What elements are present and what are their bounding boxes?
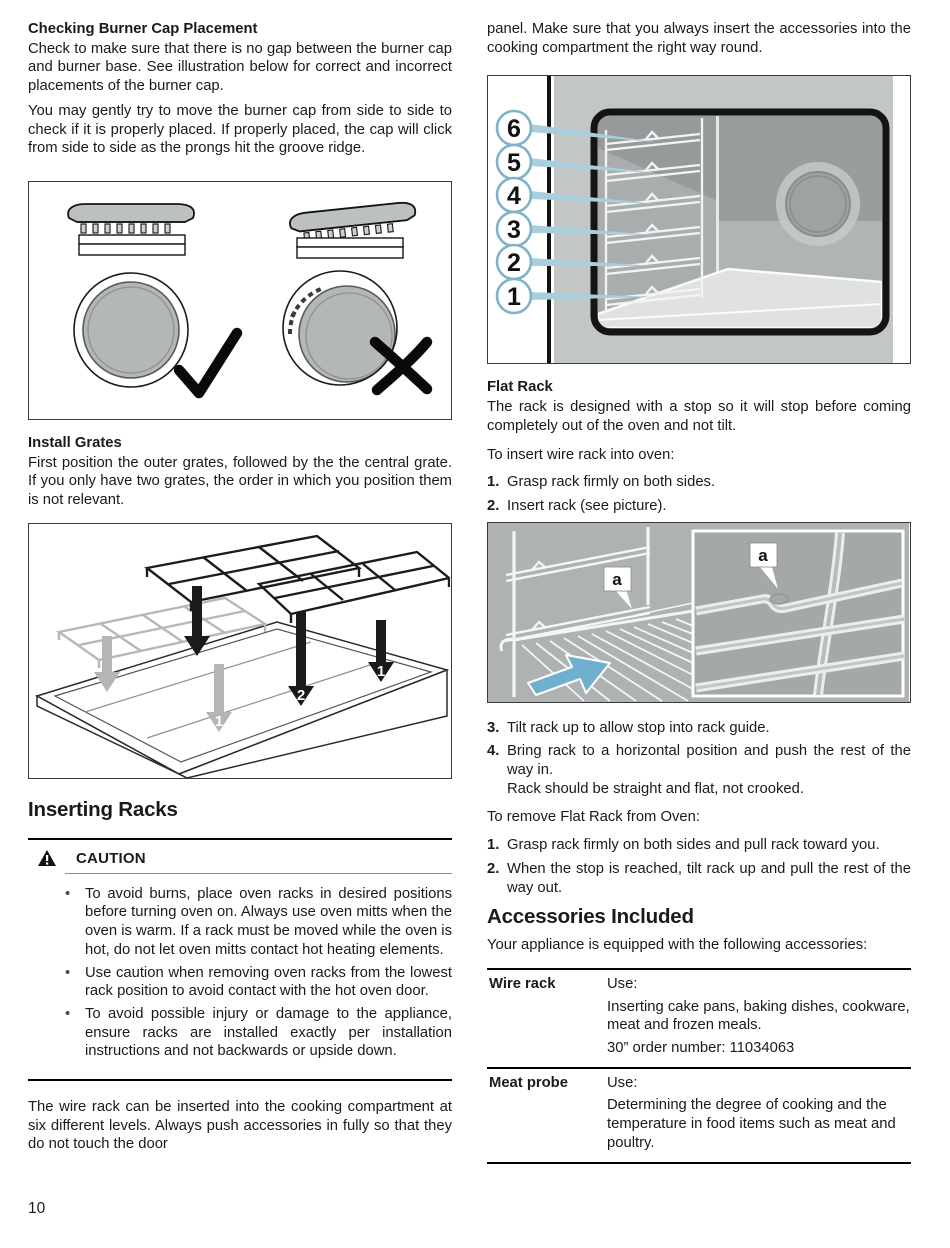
table-row xyxy=(487,970,911,1069)
grate-arrow-label-1: 1 xyxy=(214,712,224,730)
flat-rack-heading: Flat Rack xyxy=(487,379,553,396)
post-steps xyxy=(487,719,911,799)
grates-section-heading: Install Grates xyxy=(28,434,122,451)
accessory-detail xyxy=(607,1074,911,1153)
use-desc: Inserting cake pans, baking dishes, cookware, meat and frozen meals. xyxy=(607,998,910,1034)
caution-body xyxy=(28,874,452,1079)
remove-steps xyxy=(487,836,911,897)
use-label: Use: xyxy=(607,975,638,992)
a-label-text: a xyxy=(612,569,622,589)
burner-cap-top-correct xyxy=(74,273,188,387)
closing-para: The wire rack can be inserted into the cooking compartment at six different levels. Always push accessories in fully so that they do not touch the door xyxy=(28,1099,452,1153)
burner-section-para2: You may gently try to move the burner cap from side to side to check if it is properly placed. If properly placed, the cap will click from side to side as the prongs hit the groove ridge. xyxy=(28,102,452,157)
page-number: 10 xyxy=(28,1200,46,1217)
burner-cap-figure xyxy=(28,181,452,420)
use-label: Use: xyxy=(607,1074,638,1091)
step-text: Grasp rack firmly on both sides and pull rack toward you. xyxy=(507,837,880,854)
step-text: Insert rack (see picture). xyxy=(507,497,667,514)
order-number: 30” order number: 11034063 xyxy=(607,1040,795,1057)
accessory-detail xyxy=(607,975,911,1058)
left-column xyxy=(28,20,452,1154)
accessory-name: Wire rack xyxy=(489,975,556,992)
accessory-name: Meat probe xyxy=(489,1074,568,1091)
grate-arrow-label-2: 2 xyxy=(296,686,306,704)
step-number: 3. xyxy=(487,719,500,736)
door-edge-line xyxy=(547,76,551,363)
level-callout-4: 4 xyxy=(507,182,521,211)
burner-cap-figure-svg xyxy=(29,182,450,419)
insert-intro: To insert wire rack into oven: xyxy=(487,446,675,463)
remove-step xyxy=(487,860,911,897)
top-para: panel. Make sure that you always insert the accessories into the cooking compartment the right way round. xyxy=(487,21,911,56)
remove-step xyxy=(487,836,911,855)
caution-bullet: • To avoid burns, place oven racks in desired positions before turning oven on. Always use oven mitts when the oven is warm. If a rack must be moved while the oven is hot, do not let oven mitts contact hot heating elements. xyxy=(85,885,452,960)
level-callout-2: 2 xyxy=(507,249,521,278)
remove-intro: To remove Flat Rack from Oven: xyxy=(487,809,700,826)
burner-section-para1: Check to make sure that there is no gap between the burner cap and burner base. See illustration below for correct and incorrect placements of the burner cap. xyxy=(28,40,452,95)
caution-box xyxy=(28,838,452,1081)
caution-label: CAUTION xyxy=(76,849,146,867)
insert-steps xyxy=(487,473,911,515)
install-grates-figure-svg xyxy=(29,524,450,778)
inserting-racks-heading: Inserting Racks xyxy=(28,797,178,821)
step-number: 4. xyxy=(487,743,500,760)
right-column xyxy=(487,20,911,1164)
rack-insert-figure xyxy=(487,522,911,703)
burner-cap-side-incorrect xyxy=(289,201,417,258)
oven-levels-figure-svg xyxy=(488,76,909,363)
step-number: 1. xyxy=(487,474,500,491)
accessories-intro: Your appliance is equipped with the following accessories: xyxy=(487,937,868,954)
install-grates-figure xyxy=(28,523,452,779)
a-label-text: a xyxy=(758,545,768,565)
insert-step xyxy=(487,497,911,516)
accessories-heading: Accessories Included xyxy=(487,905,694,929)
post-step xyxy=(487,719,911,738)
step-text: Grasp rack firmly on both sides. xyxy=(507,474,716,491)
level-callout-5: 5 xyxy=(507,149,521,178)
caution-triangle-icon xyxy=(38,850,56,866)
step-text: Tilt rack up to allow stop into rack guide. xyxy=(507,719,770,736)
checkmark-icon xyxy=(179,333,237,393)
step-text: When the stop is reached, tilt rack up and pull the rest of the way out. xyxy=(507,860,911,896)
table-row xyxy=(487,1069,911,1164)
use-desc: Determining the degree of cooking and the temperature in food items such as meat and poultry. xyxy=(607,1097,896,1151)
step-number: 1. xyxy=(487,837,500,854)
inset-detail xyxy=(693,531,904,696)
insert-step xyxy=(487,473,911,492)
grate-arrow-label-3: 1 xyxy=(376,662,386,680)
burner-cap-top-incorrect xyxy=(283,271,397,385)
oven-fan xyxy=(776,162,860,246)
caution-header xyxy=(28,840,452,873)
rack-insert-figure-svg xyxy=(488,523,909,702)
burner-cap-side-correct xyxy=(68,204,194,255)
flat-rack-para: The rack is designed with a stop so it will stop before coming completely out of the oven and not tilt. xyxy=(487,399,911,434)
burner-section-heading: Checking Burner Cap Placement xyxy=(28,21,258,37)
step-number: 2. xyxy=(487,497,500,514)
oven-cavity-interior xyxy=(598,116,882,328)
level-callout-6: 6 xyxy=(507,115,521,144)
step-text-main: Bring rack to a horizontal position and push the rest of the way in. xyxy=(507,743,911,779)
step-number: 2. xyxy=(487,860,500,877)
level-callout-3: 3 xyxy=(507,216,521,245)
post-step xyxy=(487,742,911,798)
step-note: Rack should be straight and flat, not crooked. xyxy=(507,780,804,797)
oven-levels-figure xyxy=(487,75,911,364)
level-callout-1: 1 xyxy=(507,283,521,312)
caution-bullet: • Use caution when removing oven racks from the lowest rack position to avoid contact with the hot oven door. xyxy=(85,964,452,1001)
grates-section-para: First position the outer grates, followed by the the central grate. If you only have two grates, the order in which you position them is not relevant. xyxy=(28,454,452,509)
caution-bullet: • To avoid possible injury or damage to the appliance, ensure racks are installed exactly per installation instructions and not backwards or upside down. xyxy=(85,1005,452,1061)
accessories-table xyxy=(487,968,911,1164)
step-text xyxy=(507,742,911,798)
